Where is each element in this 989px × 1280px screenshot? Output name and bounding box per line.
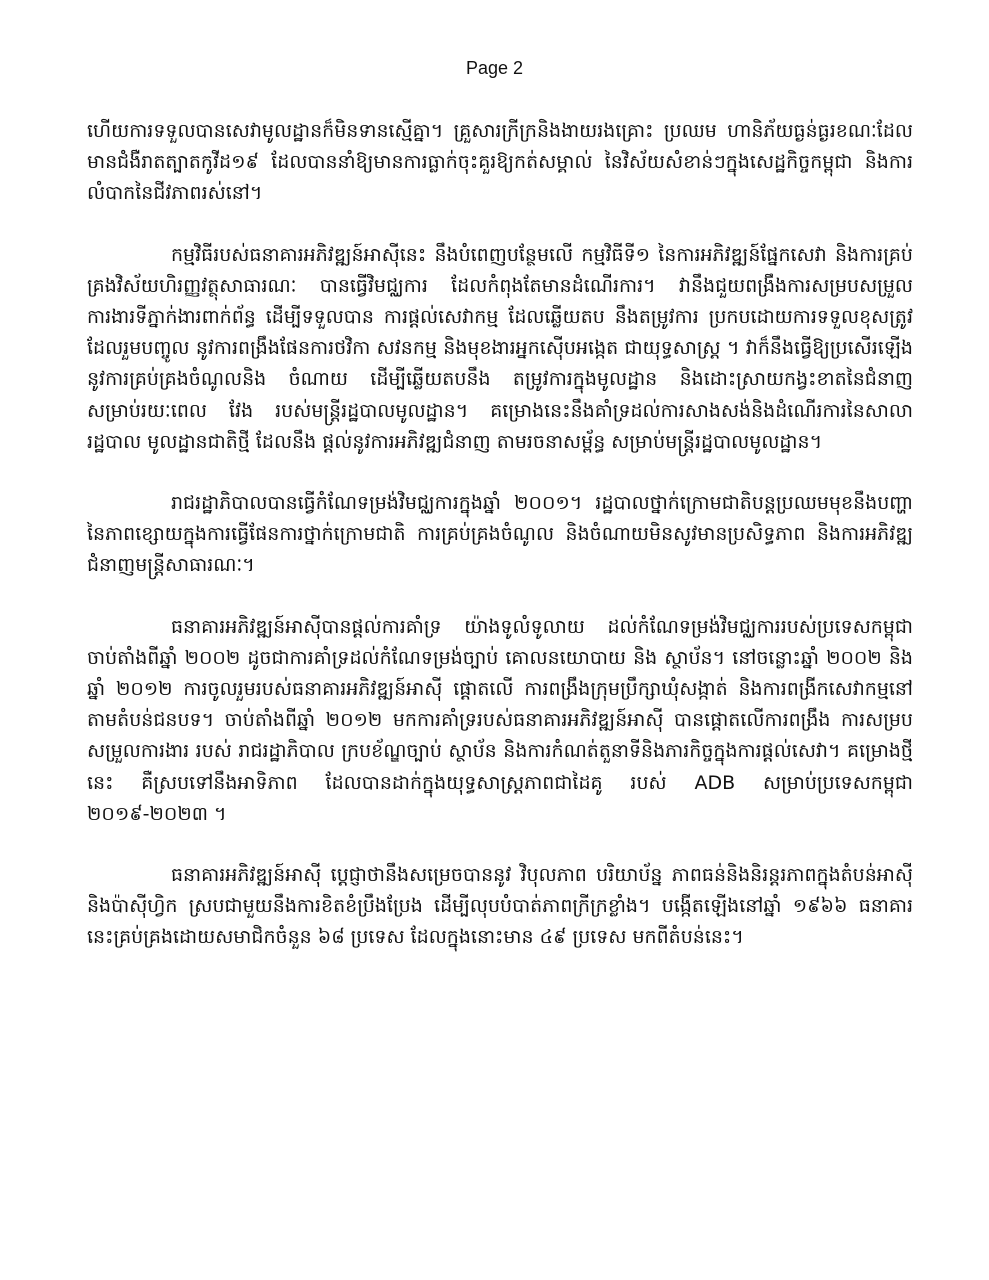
paragraph-1: ហើយការទទួលបានសេវាមូលដ្ឋានក៏មិនទានស្មើគ្នា។ គ្រួសារក្រីក្រនិងងាយរងគ្រោះ ប្រឈម ហានិភ័យធ្ងន់ធ្ងរខណៈដែលមានជំងឺរាតត្បាតកូវីដ១៩ ដែលបាននាំឱ្យមានការធ្លាក់ចុះគួរឱ្យកត់សម្គាល់ នៃវិស័យសំខាន់ៗក្នុងសេដ្ឋកិច្ចកម្ពុជា និងការលំបាកនៃជីវភាពរស់នៅ។	[87, 120, 913, 205]
page-number-header: Page 2	[465, 58, 524, 78]
paragraph-3: រាជរដ្ឋាភិបាលបានធ្វើកំណែទម្រង់វិមជ្ឈការក្នុងឆ្នាំ ២០០១។ រដ្ឋបាលថ្នាក់ក្រោមជាតិបន្តប្រឈមមុខនឹងបញ្ហានៃភាពខ្សោយក្នុងការធ្វើផែនការថ្នាក់ក្រោមជាតិ ការគ្រប់គ្រងចំណូល និងចំណាយមិនសូវមានប្រសិទ្ធភាព និងការអភិវឌ្ឍជំនាញមន្ត្រីសាធារណៈ។	[87, 492, 913, 577]
paragraph-4: ធនាគារអភិវឌ្ឍន៍អាស៊ីបានផ្តល់ការគាំទ្រ យ៉ាងទូលំទូលាយ ដល់កំណែទម្រង់វិមជ្ឈការរបស់ប្រទេសកម្ពុជា ចាប់តាំងពីឆ្នាំ ២០០២ ដូចជាការគាំទ្រដល់កំណែទម្រង់ច្បាប់ គោលនយោបាយ និង ស្ថាប័ន។ នៅចន្លោះឆ្នាំ ២០០២ និងឆ្នាំ ២០១២ ការចូលរួមរបស់ធនាគារអភិវឌ្ឍន៍អាស៊ី ផ្តោតលើ ការពង្រឹងក្រុមប្រឹក្សាឃុំសង្កាត់ និងការពង្រីកសេវាកម្មនៅតាមតំបន់ជនបទ។ ចាប់តាំងពីឆ្នាំ ២០១២ មកការគាំទ្ររបស់ធនាគារអភិវឌ្ឍន៍អាស៊ី បានផ្តោតលើការពង្រឹង ការសម្របសម្រួលការងារ របស់ រាជរដ្ឋាភិបាល ក្របខ័ណ្ឌច្បាប់ ស្ថាប័ន និងការកំណត់តួនាទីនិងភារកិច្ចក្នុងការផ្តល់សេវា។ គម្រោងថ្មីនេះ គឺស្របទៅនឹងអាទិភាព ដែលបានដាក់ក្នុងយុទ្ធសាស្ត្រភាពជាដៃគូ របស់ ADB សម្រាប់ប្រទេសកម្ពុជា ២០១៩-២០២៣ ។	[87, 615, 913, 825]
document-body	[87, 116, 913, 984]
paragraph-5: ធនាគារអភិវឌ្ឍន៍អាស៊ី ប្តេជ្ញាថានឹងសម្រេចបាននូវ វិបុលភាព បរិយាប័ន្ន ភាពធន់និងនិរន្តរភាពក្នុងតំបន់អាស៊ីនិងប៉ាស៊ីហ្វិក ស្របជាមួយនឹងការខិតខំប្រឹងប្រែង ដើម្បីលុបបំបាត់ភាពក្រីក្រខ្លាំង។ បង្កើតឡើងនៅឆ្នាំ ១៩៦៦ ធនាគារនេះគ្រប់គ្រងដោយសមាជិកចំនួន ៦៨ ប្រទេស ដែលក្នុងនោះមាន ៤៩ ប្រទេស មកពីតំបន់នេះ។	[87, 864, 913, 949]
paragraph-2: កម្មវិធីរបស់ធនាគារអភិវឌ្ឍន៍អាស៊ីនេះ នឹងបំពេញបន្ថែមលើ កម្មវិធីទី១ នៃការអភិវឌ្ឍន៍ផ្នែកសេវា និងការគ្រប់គ្រងវិស័យហិរញ្ញវត្ថុសាធារណៈ បានធ្វើវិមជ្ឈការ ដែលកំពុងតែមានដំណើរការ។ វានឹងជួយពង្រឹងការសម្របសម្រួលការងារទីភ្នាក់ងារពាក់ព័ន្ធ ដើម្បីទទួលបាន ការផ្តល់សេវាកម្ម ដែលឆ្លើយតប នឹងតម្រូវការ ប្រកបដោយការទទួលខុសត្រូវ ដែលរួមបញ្ចូល នូវការពង្រឹងផែនការថវិកា សវនកម្ម និងមុខងារអ្នកស៊ើបអង្កេត ជាយុទ្ធសាស្ត្រ ។ វាក៏នឹងធ្វើឱ្យប្រសើរឡើង នូវការគ្រប់គ្រងចំណូលនិង ចំណាយ ដើម្បីឆ្លើយតបនឹង តម្រូវការក្នុងមូលដ្ឋាន និងដោះស្រាយកង្វះខាតនៃជំនាញសម្រាប់រយៈពេល វែង របស់មន្ត្រីរដ្ឋបាលមូលដ្ឋាន។ គម្រោងនេះនឹងគាំទ្រដល់ការសាងសង់និងដំណើរការនៃសាលារដ្ឋបាល មូលដ្ឋានជាតិថ្មី ដែលនឹង ផ្តល់នូវការអភិវឌ្ឍជំនាញ តាមរចនាសម្ព័ន្ធ សម្រាប់មន្ត្រីរដ្ឋបាលមូលដ្ឋាន។	[87, 243, 913, 453]
